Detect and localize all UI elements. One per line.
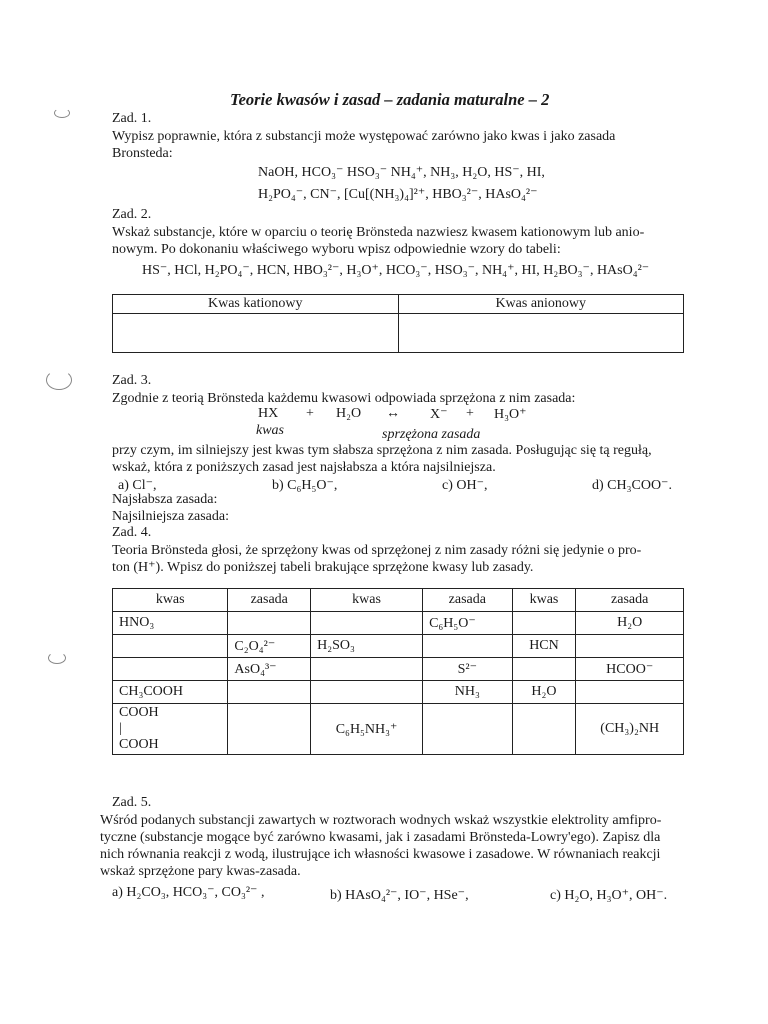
- table-cell[interactable]: [311, 612, 423, 635]
- table-cell: CH₃COOH: [113, 681, 228, 704]
- zad5-text-line3: nich równania reakcji z wodą, ilustrujące ich własności kwasowe i zasadowe. W równaniach reakcji: [100, 847, 661, 862]
- zad2-text-line1: Wskaż substancje, które w oparciu o teorię Brönsteda nazwiesz kwasem kationowym lub anio-: [112, 225, 645, 240]
- zad4-text-line2: ton (H⁺). Wpisz do poniższej tabeli brakujące sprzężone kwasy lub zasady.: [112, 560, 534, 575]
- table-cell[interactable]: [576, 635, 684, 658]
- table-cell[interactable]: [512, 658, 576, 681]
- table-cell: (CH₃)₂NH: [576, 704, 684, 755]
- header-col3: kwas: [311, 589, 423, 612]
- zad3-eq-plus2: +: [466, 406, 474, 421]
- zad5-text-line2: tyczne (substancje mogące być zarówno kwasami, jak i zasadami Brönsteda-Lowry'ego). Zapisz dla: [100, 830, 661, 845]
- table-cell[interactable]: [423, 704, 513, 755]
- header-col4: zasada: [423, 589, 513, 612]
- zad3-label: Zad. 3.: [112, 373, 152, 388]
- table-cell: C₆H₅NH₃⁺: [311, 704, 423, 755]
- table-cell[interactable]: [113, 635, 228, 658]
- zad2-label: Zad. 2.: [112, 207, 152, 222]
- zad1-text-line2: Bronsteda:: [112, 146, 173, 161]
- zad3-option-a: a) Cl⁻,: [118, 478, 157, 493]
- table-cell: C₆H₅O⁻: [423, 612, 513, 635]
- cell-kwas-anionowy-answer[interactable]: [398, 314, 684, 353]
- zad1-formula-line1: NaOH, HCO₃⁻ HSO₃⁻ NH₄⁺, NH₃, H₂O, HS⁻, HI,: [258, 165, 545, 180]
- table-cell: H₂O: [512, 681, 576, 704]
- cell-kwas-kationowy-answer[interactable]: [113, 314, 399, 353]
- table-cell[interactable]: [113, 658, 228, 681]
- header-kwas-anionowy: Kwas anionowy: [398, 295, 684, 314]
- zad5-option-a: a) H₂CO₃, HCO₃⁻, CO₃²⁻ ,: [112, 885, 265, 900]
- zad3-eq-hx: HX: [258, 406, 279, 421]
- conjugate-pairs-table: [112, 588, 684, 755]
- header-kwas-kationowy: Kwas kationowy: [113, 295, 399, 314]
- table-cell: C₂O₄²⁻: [228, 635, 311, 658]
- page-title: Teorie kwasów i zasad – zadania maturalne – 2: [230, 90, 550, 109]
- table-cell: HNO₃: [113, 612, 228, 635]
- scan-mark-lower: [48, 652, 66, 664]
- zad1-label: Zad. 1.: [112, 111, 152, 126]
- table-cell[interactable]: [576, 681, 684, 704]
- zad3-label-base: sprzężona zasada: [382, 427, 481, 442]
- header-col6: zasada: [576, 589, 684, 612]
- zad1-formula-line2: H₂PO₄⁻, CN⁻, [Cu[(NH₃)₄]²⁺, HBO₃²⁻, HAsO₄²⁻: [258, 187, 538, 202]
- table-cell: NH₃: [423, 681, 513, 704]
- zad3-eq-plus1: +: [306, 406, 314, 421]
- zad3-intro: Zgodnie z teorią Brönsteda każdemu kwasowi odpowiada sprzężona z nim zasada:: [112, 391, 576, 406]
- zad5-text-line4: wskaż sprzężone pary kwas-zasada.: [100, 864, 301, 879]
- zad4-text-line1: Teoria Brönsteda głosi, że sprzężony kwas od sprzężonej z nim zasady różni się jedynie o pro-: [112, 543, 642, 558]
- zad3-option-b: b) C₆H₅O⁻,: [272, 478, 338, 493]
- zad1-text-line1: Wypisz poprawnie, która z substancji może występować zarówno jako kwas i jako zasada: [112, 129, 616, 144]
- zad3-text-line1: przy czym, im silniejszy jest kwas tym słabsza sprzężona z nim zasada. Posługując się tą regułą,: [112, 443, 652, 458]
- zad3-eq-h3o: H₃O⁺: [494, 407, 527, 422]
- zad3-eq-arrow: ↔: [386, 406, 400, 421]
- zad3-option-c: c) OH⁻,: [442, 478, 488, 493]
- table-cell[interactable]: [228, 704, 311, 755]
- header-col2: zasada: [228, 589, 311, 612]
- table-cell[interactable]: [228, 612, 311, 635]
- zad3-weakest: Najsłabsza zasada:: [112, 492, 218, 507]
- zad5-option-b: b) HAsO₄²⁻, IO⁻, HSe⁻,: [330, 888, 469, 903]
- scan-mark-top: [54, 108, 70, 118]
- table-cell[interactable]: [512, 612, 576, 635]
- table-cell: H₂O: [576, 612, 684, 635]
- scan-mark-middle: [46, 370, 72, 390]
- zad3-option-d: d) CH₃COO⁻.: [592, 478, 672, 493]
- zad5-option-c: c) H₂O, H₃O⁺, OH⁻.: [550, 888, 668, 903]
- table-cell: S²⁻: [423, 658, 513, 681]
- table-cell[interactable]: [512, 704, 576, 755]
- table-cell-oxalic-acid: COOH | COOH: [113, 704, 228, 755]
- zad3-eq-x: X⁻: [430, 407, 448, 422]
- zad3-eq-h2o: H₂O: [336, 406, 362, 421]
- zad5-text-line1: Wśród podanych substancji zawartych w roztworach wodnych wskaż wszystkie elektrolity amfipro-: [100, 813, 662, 828]
- header-col5: kwas: [512, 589, 576, 612]
- table-cell[interactable]: [423, 635, 513, 658]
- zad4-label: Zad. 4.: [112, 525, 152, 540]
- zad3-strongest: Najsilniejsza zasada:: [112, 509, 230, 524]
- table-cell: HCOO⁻: [576, 658, 684, 681]
- table-cell[interactable]: [228, 681, 311, 704]
- table-cell: HCN: [512, 635, 576, 658]
- zad3-label-acid: kwas: [256, 423, 284, 438]
- table-cell[interactable]: [311, 681, 423, 704]
- table-cell: AsO₄³⁻: [228, 658, 311, 681]
- header-col1: kwas: [113, 589, 228, 612]
- zad2-formula: HS⁻, HCl, H₂PO₄⁻, HCN, HBO₃²⁻, H₃O⁺, HCO₃⁻, HSO₃⁻, NH₄⁺, HI, H₂BO₃⁻, HAsO₄²⁻: [142, 263, 650, 278]
- acid-type-table: [112, 294, 684, 353]
- table-cell[interactable]: [311, 658, 423, 681]
- table-cell: H₂SO₃: [311, 635, 423, 658]
- zad3-text-line2: wskaż, która z poniższych zasad jest najsłabsza a która najsilniejsza.: [112, 460, 496, 475]
- zad5-label: Zad. 5.: [112, 795, 152, 810]
- zad2-text-line2: nowym. Po dokonaniu właściwego wyboru wpisz odpowiednie wzory do tabeli:: [112, 242, 561, 257]
